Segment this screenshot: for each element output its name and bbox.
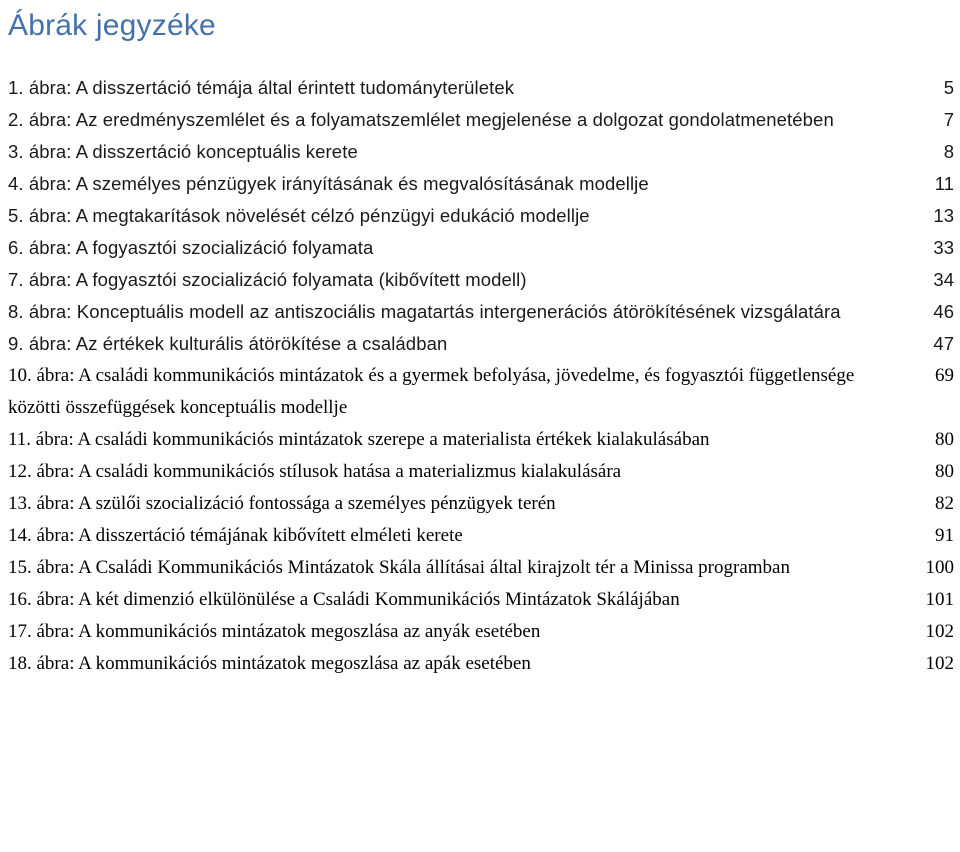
- figure-list-entry[interactable]: [8, 360, 958, 424]
- figure-entry-page-number: 13: [933, 205, 954, 226]
- figure-entry-page-number: 8: [943, 141, 954, 162]
- figure-entry-title: 2. ábra: Az eredményszemlélet és a folyamatszemlélet megjelenése a dolgozat gondolatmenetében: [8, 109, 834, 130]
- figure-entry-title: 16. ábra: A két dimenzió elkülönülése a Családi Kommunikációs Mintázatok Skálájában: [8, 589, 680, 610]
- figure-list-entry[interactable]: [8, 168, 958, 200]
- figure-entry-page-number: 102: [925, 621, 954, 642]
- figure-list: [8, 72, 958, 680]
- figure-list-entry[interactable]: [8, 136, 958, 168]
- figure-list-entry[interactable]: [8, 616, 958, 648]
- figure-list-entry[interactable]: [8, 296, 958, 328]
- figure-list-entry[interactable]: [8, 488, 958, 520]
- figure-entry-page-number: 34: [933, 269, 954, 290]
- figure-entry-page-number: 101: [925, 589, 954, 610]
- figure-list-entry[interactable]: [8, 584, 958, 616]
- figure-entry-title: 6. ábra: A fogyasztói szocializáció folyamata: [8, 237, 374, 258]
- figure-entry-title: 11. ábra: A családi kommunikációs mintázatok szerepe a materialista értékek kialakulásában: [8, 429, 710, 450]
- figure-entry-page-number: 46: [933, 301, 954, 322]
- figure-entry-title: 4. ábra: A személyes pénzügyek irányításának és megvalósításának modellje: [8, 173, 649, 194]
- figure-list-entry[interactable]: [8, 72, 958, 104]
- figure-list-entry[interactable]: [8, 520, 958, 552]
- figure-entry-page-number: 5: [943, 77, 954, 98]
- figure-entry-title: 17. ábra: A kommunikációs mintázatok megoszlása az anyák esetében: [8, 621, 541, 642]
- figure-entry-title: 12. ábra: A családi kommunikációs stílusok hatása a materializmus kialakulására: [8, 461, 622, 482]
- page-title: Ábrák jegyzéke: [8, 9, 216, 42]
- figure-list-entry[interactable]: [8, 552, 958, 584]
- figure-entry-title: 5. ábra: A megtakarítások növelését célzó pénzügyi edukáció modellje: [8, 205, 590, 226]
- figure-entry-page-number: 7: [943, 109, 954, 130]
- figure-entry-title: 1. ábra: A disszertáció témája által érintett tudományterületek: [8, 77, 515, 98]
- figure-entry-title: 15. ábra: A Családi Kommunikációs Mintázatok Skála állításai által kirajzolt tér a Minissa programban: [8, 557, 790, 578]
- figure-entry-page-number: 69: [935, 365, 954, 386]
- figure-entry-page-number: 100: [925, 557, 954, 578]
- figure-entry-page-number: 11: [934, 173, 954, 194]
- figure-entry-title: 13. ábra: A szülői szocializáció fontossága a személyes pénzügyek terén: [8, 493, 556, 514]
- figure-list-entry[interactable]: [8, 424, 958, 456]
- figure-list-entry[interactable]: [8, 104, 958, 136]
- figure-list-entry[interactable]: [8, 456, 958, 488]
- figure-entry-title: 8. ábra: Konceptuális modell az antiszociális magatartás intergenerációs átörökítésének vizsgálatára: [8, 301, 841, 322]
- figure-entry-title: 14. ábra: A disszertáció témájának kibővített elméleti kerete: [8, 525, 463, 546]
- figure-entry-title: 10. ábra: A családi kommunikációs mintázatok és a gyermek befolyása, jövedelme, és fogyasztói függetlensége közötti összefüggések konceptuális modellje: [8, 365, 855, 418]
- figure-list-entry[interactable]: [8, 200, 958, 232]
- figure-entry-title: 18. ábra: A kommunikációs mintázatok megoszlása az apák esetében: [8, 653, 531, 674]
- figure-entry-title: 9. ábra: Az értékek kulturális átörökítése a családban: [8, 333, 448, 354]
- figure-list-entry[interactable]: [8, 232, 958, 264]
- figure-entry-page-number: 33: [933, 237, 954, 258]
- figure-entry-title: 7. ábra: A fogyasztói szocializáció folyamata (kibővített modell): [8, 269, 527, 290]
- figure-list-entry[interactable]: [8, 328, 958, 360]
- figure-entry-page-number: 82: [935, 493, 954, 514]
- figure-entry-page-number: 80: [935, 429, 954, 450]
- figure-entry-title: 3. ábra: A disszertáció konceptuális kerete: [8, 141, 358, 162]
- figure-list-entry[interactable]: [8, 648, 958, 680]
- figure-entry-page-number: 102: [925, 653, 954, 674]
- figure-entry-page-number: 47: [933, 333, 954, 354]
- figure-list-entry[interactable]: [8, 264, 958, 296]
- figure-entry-page-number: 91: [935, 525, 954, 546]
- figure-entry-page-number: 80: [935, 461, 954, 482]
